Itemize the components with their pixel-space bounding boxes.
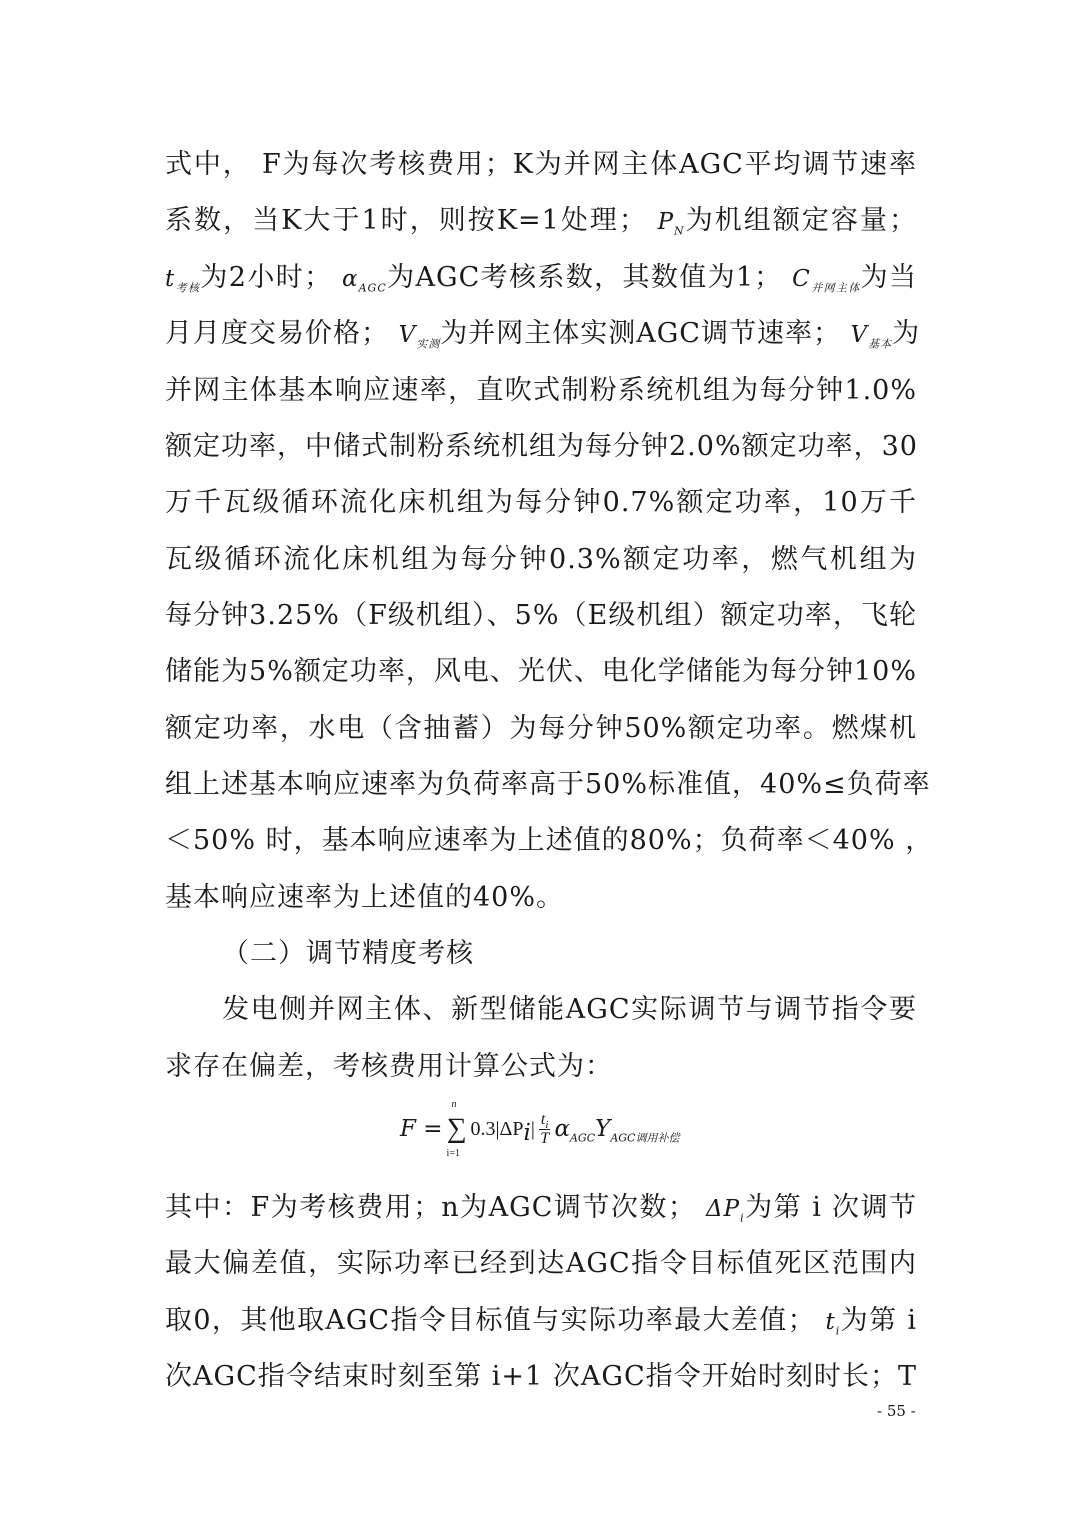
- assessment-time-symbol: $t_{考核}$: [165, 266, 201, 295]
- text-line: $t_{考核}$为2小时； $\alpha_{AGC}$为AGC考核系数，其数值为1； $C_{并网主体}$为当: [165, 262, 918, 295]
- page-number: - 55 -: [877, 1402, 916, 1420]
- text-line: 额定功率，水电（含抽蓄）为每分钟50%额定功率。燃煤机: [165, 713, 917, 744]
- assessment-formula: [400, 1098, 679, 1160]
- text-line: 万千瓦级循环流化床机组为每分钟0.7%额定功率，10万千: [165, 487, 917, 518]
- text-line: 求存在偏差，考核费用计算公式为：: [165, 1051, 613, 1082]
- text-line: 月月度交易价格； $V_{实测}$为并网主体实测AGC调节速率； $V_{基本}$为: [165, 318, 921, 351]
- text-line: 瓦级循环流化床机组为每分钟0.3%额定功率，燃气机组为: [165, 544, 917, 575]
- formula-lhs: F =: [400, 1116, 443, 1142]
- section-heading: （二）调节精度考核: [222, 938, 474, 969]
- basic-rate-symbol: $V_{基本}$: [850, 322, 893, 351]
- formula-alpha: $\alpha_{AGC}$: [554, 1116, 596, 1145]
- text-line: 额定功率，中储式制粉系统机组为每分钟2.0%额定功率，30: [165, 431, 918, 462]
- text-line: 其中：F为考核费用；n为AGC调节次数； $\Delta P_i$为第 i 次调节: [165, 1192, 917, 1225]
- text-line: 发电侧并网主体、新型储能AGC实际调节与调节指令要: [222, 994, 917, 1025]
- text-line: 每分钟3.25%（F级机组）、5%（E级机组）额定功率，飞轮: [165, 600, 917, 631]
- text-line: 并网主体基本响应速率，直吹式制粉系统机组为每分钟1.0%: [165, 375, 917, 406]
- formula-y: $Y_{AGC调用补偿}$: [595, 1116, 680, 1145]
- delta-p-symbol: $\Delta P_i$: [706, 1196, 745, 1225]
- text-line: 组上述基本响应速率为负荷率高于50%标准值，40%≤负荷率: [165, 769, 931, 800]
- measured-rate-symbol: $V_{实测}$: [398, 322, 441, 351]
- formula-fraction: $\frac{t_i}{T}$: [540, 1110, 550, 1147]
- formula-coefficient: $0.3|\Delta P_i|$: [470, 1117, 535, 1146]
- rated-capacity-symbol: $P_N$: [657, 209, 685, 238]
- summation-symbol: ∑ n i=1: [446, 1099, 467, 1159]
- text-line: 储能为5%额定功率，风电、光伏、电化学储能为每分钟10%: [165, 656, 917, 687]
- text-line: 最大偏差值，实际功率已经到达AGC指令目标值死区范围内: [165, 1248, 917, 1279]
- t-i-symbol: $t_i$: [825, 1309, 841, 1338]
- price-symbol: $C_{并网主体}$: [792, 266, 861, 295]
- text-line: 基本响应速率为上述值的40%。: [165, 882, 565, 913]
- text-line: 取0，其他取AGC指令目标值与实际功率最大差值； $t_i$为第 i: [165, 1305, 917, 1338]
- text-line: 系数，当K大于1时，则按K=1处理； $P_N$为机组额定容量；: [165, 205, 917, 238]
- text-line: ＜50% 时，基本响应速率为上述值的80%；负荷率＜40% ，: [165, 825, 934, 856]
- text-line: 式中， F为每次考核费用；K为并网主体AGC平均调节速率: [165, 149, 917, 180]
- alpha-symbol: $\alpha_{AGC}$: [342, 266, 387, 295]
- text-line: 次AGC指令结束时刻至第 i+1 次AGC指令开始时刻时长；T: [165, 1361, 917, 1392]
